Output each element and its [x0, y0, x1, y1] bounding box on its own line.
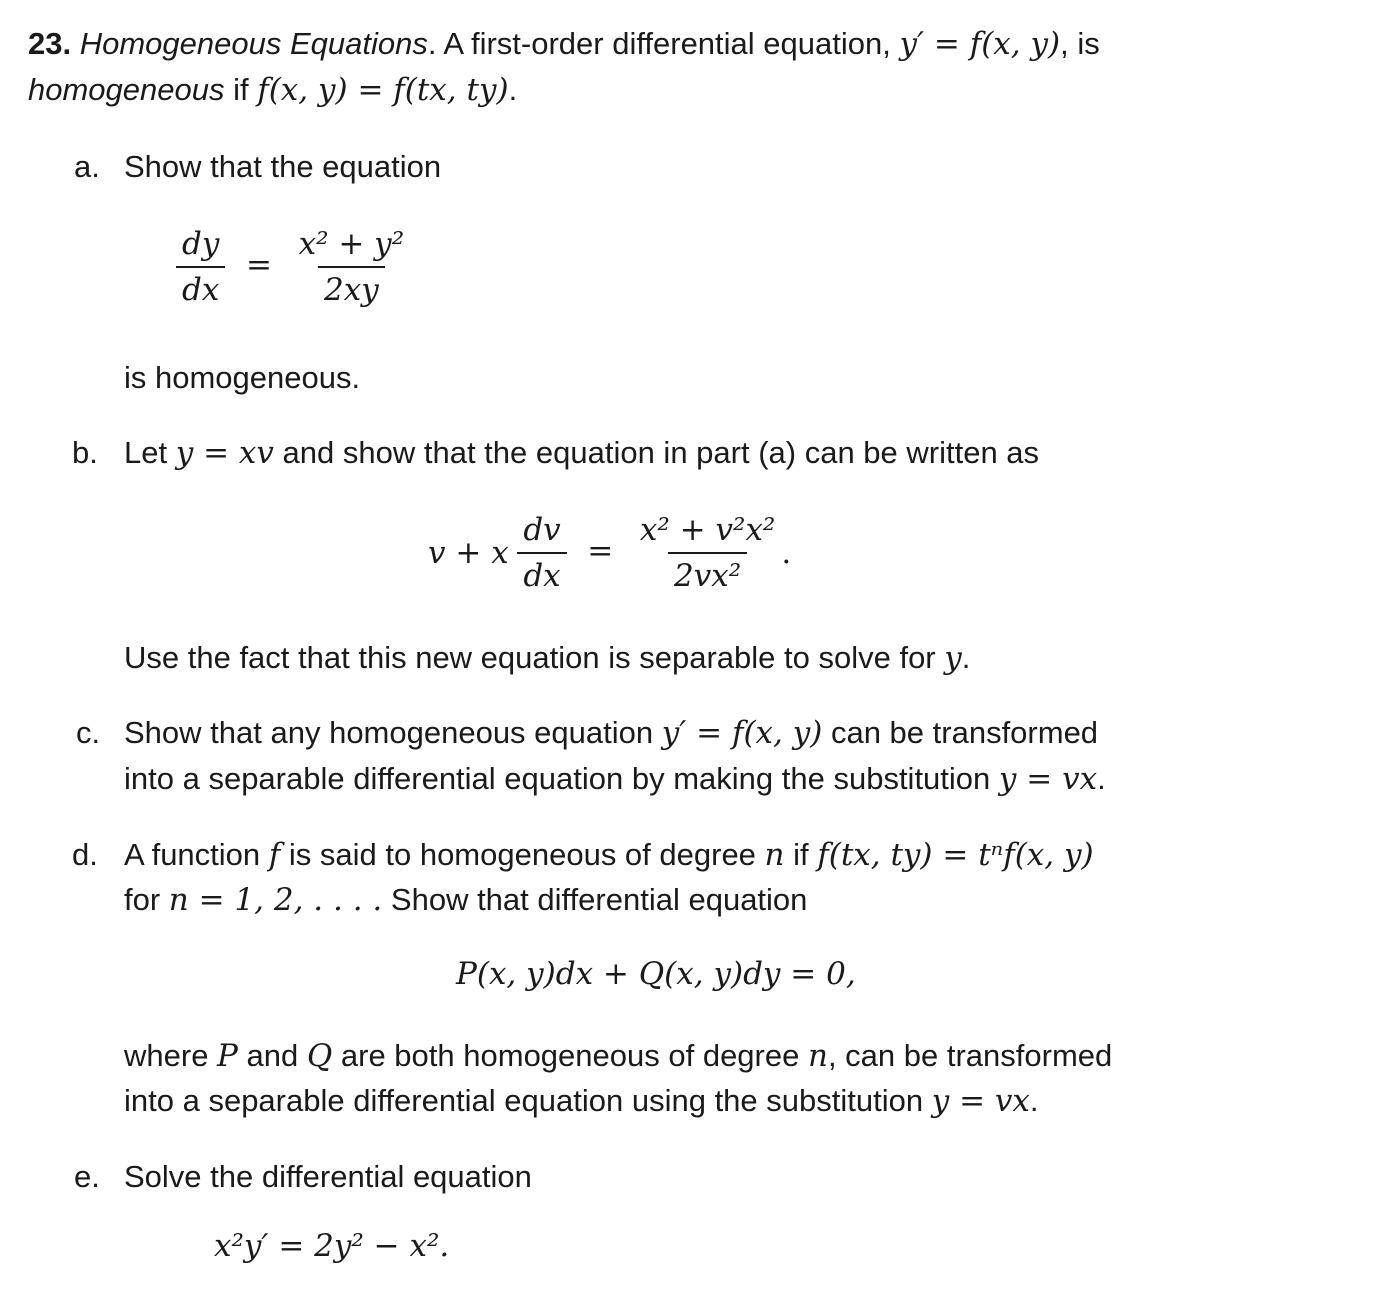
part-e-marker: e. — [74, 1159, 100, 1194]
part-b-after — [124, 640, 970, 676]
part-a-lhs-den: dx — [176, 266, 225, 308]
part-d-after-2b: . — [1029, 1083, 1039, 1118]
part-c-line-2b: . — [1097, 761, 1106, 796]
part-b-lhs-pre: v + x — [428, 535, 509, 571]
part-c-line-2a: into a separable differential equation by making the substitution — [124, 761, 999, 796]
part-d-marker: d. — [72, 837, 98, 872]
intro-text-5: . — [508, 72, 518, 107]
part-b-rhs-num: x² + v²x² — [639, 512, 776, 548]
part-d-after-P: P — [217, 1038, 238, 1074]
part-d-line-2b: Show that differential equation — [382, 882, 808, 917]
part-b-rhs-fraction — [634, 512, 781, 594]
intro-equation-2: f(x, y) = f(tx, ty) — [257, 72, 509, 108]
part-a-rhs-fraction — [293, 226, 411, 308]
part-a-equals: = — [245, 247, 272, 284]
part-d-line-2 — [124, 882, 807, 918]
part-d-display-equation: P(x, y)dx + Q(x, y)dy = 0, — [456, 956, 856, 992]
part-d-after-2-equation: y = vx — [931, 1083, 1030, 1119]
part-a-lhs-num: dy — [182, 226, 220, 262]
part-e-text: Solve the differential equation — [124, 1159, 532, 1194]
part-b-equation — [428, 512, 791, 594]
part-a-lhs-fraction — [176, 226, 225, 308]
part-d-line-1c: if — [784, 837, 818, 872]
part-b-rhs-den: 2vx² — [668, 552, 747, 594]
problem-header — [28, 26, 1100, 62]
part-a-after: is homogeneous. — [124, 360, 361, 395]
part-c-line-2 — [124, 761, 1106, 797]
part-d-line-1-equation: f(tx, ty) = tⁿf(x, y) — [817, 837, 1094, 873]
part-d-line-1 — [124, 837, 1094, 873]
part-c-line-2-equation: y = vx — [998, 761, 1098, 797]
part-d-line-1-f: f — [268, 837, 281, 873]
part-d-line-2-equation: n = 1, 2, . . . . — [168, 882, 383, 918]
part-b-lhs-fraction — [517, 512, 566, 594]
part-c-line-1b: can be transformed — [822, 715, 1099, 750]
intro-equation: y′ = f(x, y) — [899, 26, 1061, 62]
part-c-line-1 — [124, 715, 1098, 751]
part-e-display-equation: x²y′ = 2y² − x². — [214, 1228, 450, 1264]
intro-text-4: if — [224, 72, 258, 107]
part-d-line-1a: A function — [124, 837, 269, 872]
part-d-line-2a: for — [124, 882, 169, 917]
problem-number: 23. — [28, 26, 72, 61]
part-b-text-2: and show that the equation in part (a) can be written as — [273, 435, 1040, 470]
intro-homogeneous: homogeneous — [28, 72, 225, 107]
part-c-line-1a: Show that any homogeneous equation — [124, 715, 662, 750]
part-a-marker: a. — [74, 149, 100, 184]
part-b-text-1: Let — [124, 435, 176, 470]
part-b-lhs-den: dx — [517, 552, 566, 594]
part-b-after-var: y — [944, 640, 962, 676]
part-d-after-1d: , can be transformed — [827, 1038, 1113, 1073]
part-d-line-1-n: n — [764, 837, 785, 873]
part-a-text: Show that the equation — [124, 149, 442, 184]
part-d-line-1b: is said to homogeneous of degree — [280, 837, 765, 872]
part-d-after-1b: and — [237, 1038, 307, 1073]
part-b-after-2: . — [961, 640, 971, 675]
problem-title: Homogeneous Equations — [79, 26, 428, 61]
part-a-rhs-num: x² + y² — [298, 226, 405, 262]
part-d-after-1a: where — [124, 1038, 218, 1073]
part-d-after-line-2 — [124, 1083, 1039, 1119]
part-d-after-Q: Q — [306, 1038, 333, 1074]
part-d-after-1c: are both homogeneous of degree — [332, 1038, 808, 1073]
problem-header-line-2 — [28, 72, 517, 108]
part-d-after-2a: into a separable differential equation using the substitution — [124, 1083, 932, 1118]
part-b-text — [124, 435, 1039, 471]
part-a-rhs-den: 2xy — [318, 266, 385, 308]
part-d-after-line-1 — [124, 1038, 1112, 1074]
part-b-after-1: Use the fact that this new equation is separable to solve for — [124, 640, 945, 675]
part-b-equals: = — [587, 533, 614, 570]
part-b-end-period: . — [781, 535, 792, 571]
part-a-equation — [176, 226, 410, 308]
intro-text-1: . A first-order differential equation, — [427, 26, 891, 61]
part-b-let-equation: y = xv — [175, 435, 274, 471]
part-c-marker: c. — [76, 715, 101, 750]
part-c-line-1-equation: y′ = f(x, y) — [661, 715, 823, 751]
part-d-after-n: n — [807, 1038, 828, 1074]
intro-text-2: , is — [1060, 26, 1100, 61]
part-b-lhs-num: dv — [523, 512, 561, 548]
part-b-marker: b. — [72, 435, 98, 470]
